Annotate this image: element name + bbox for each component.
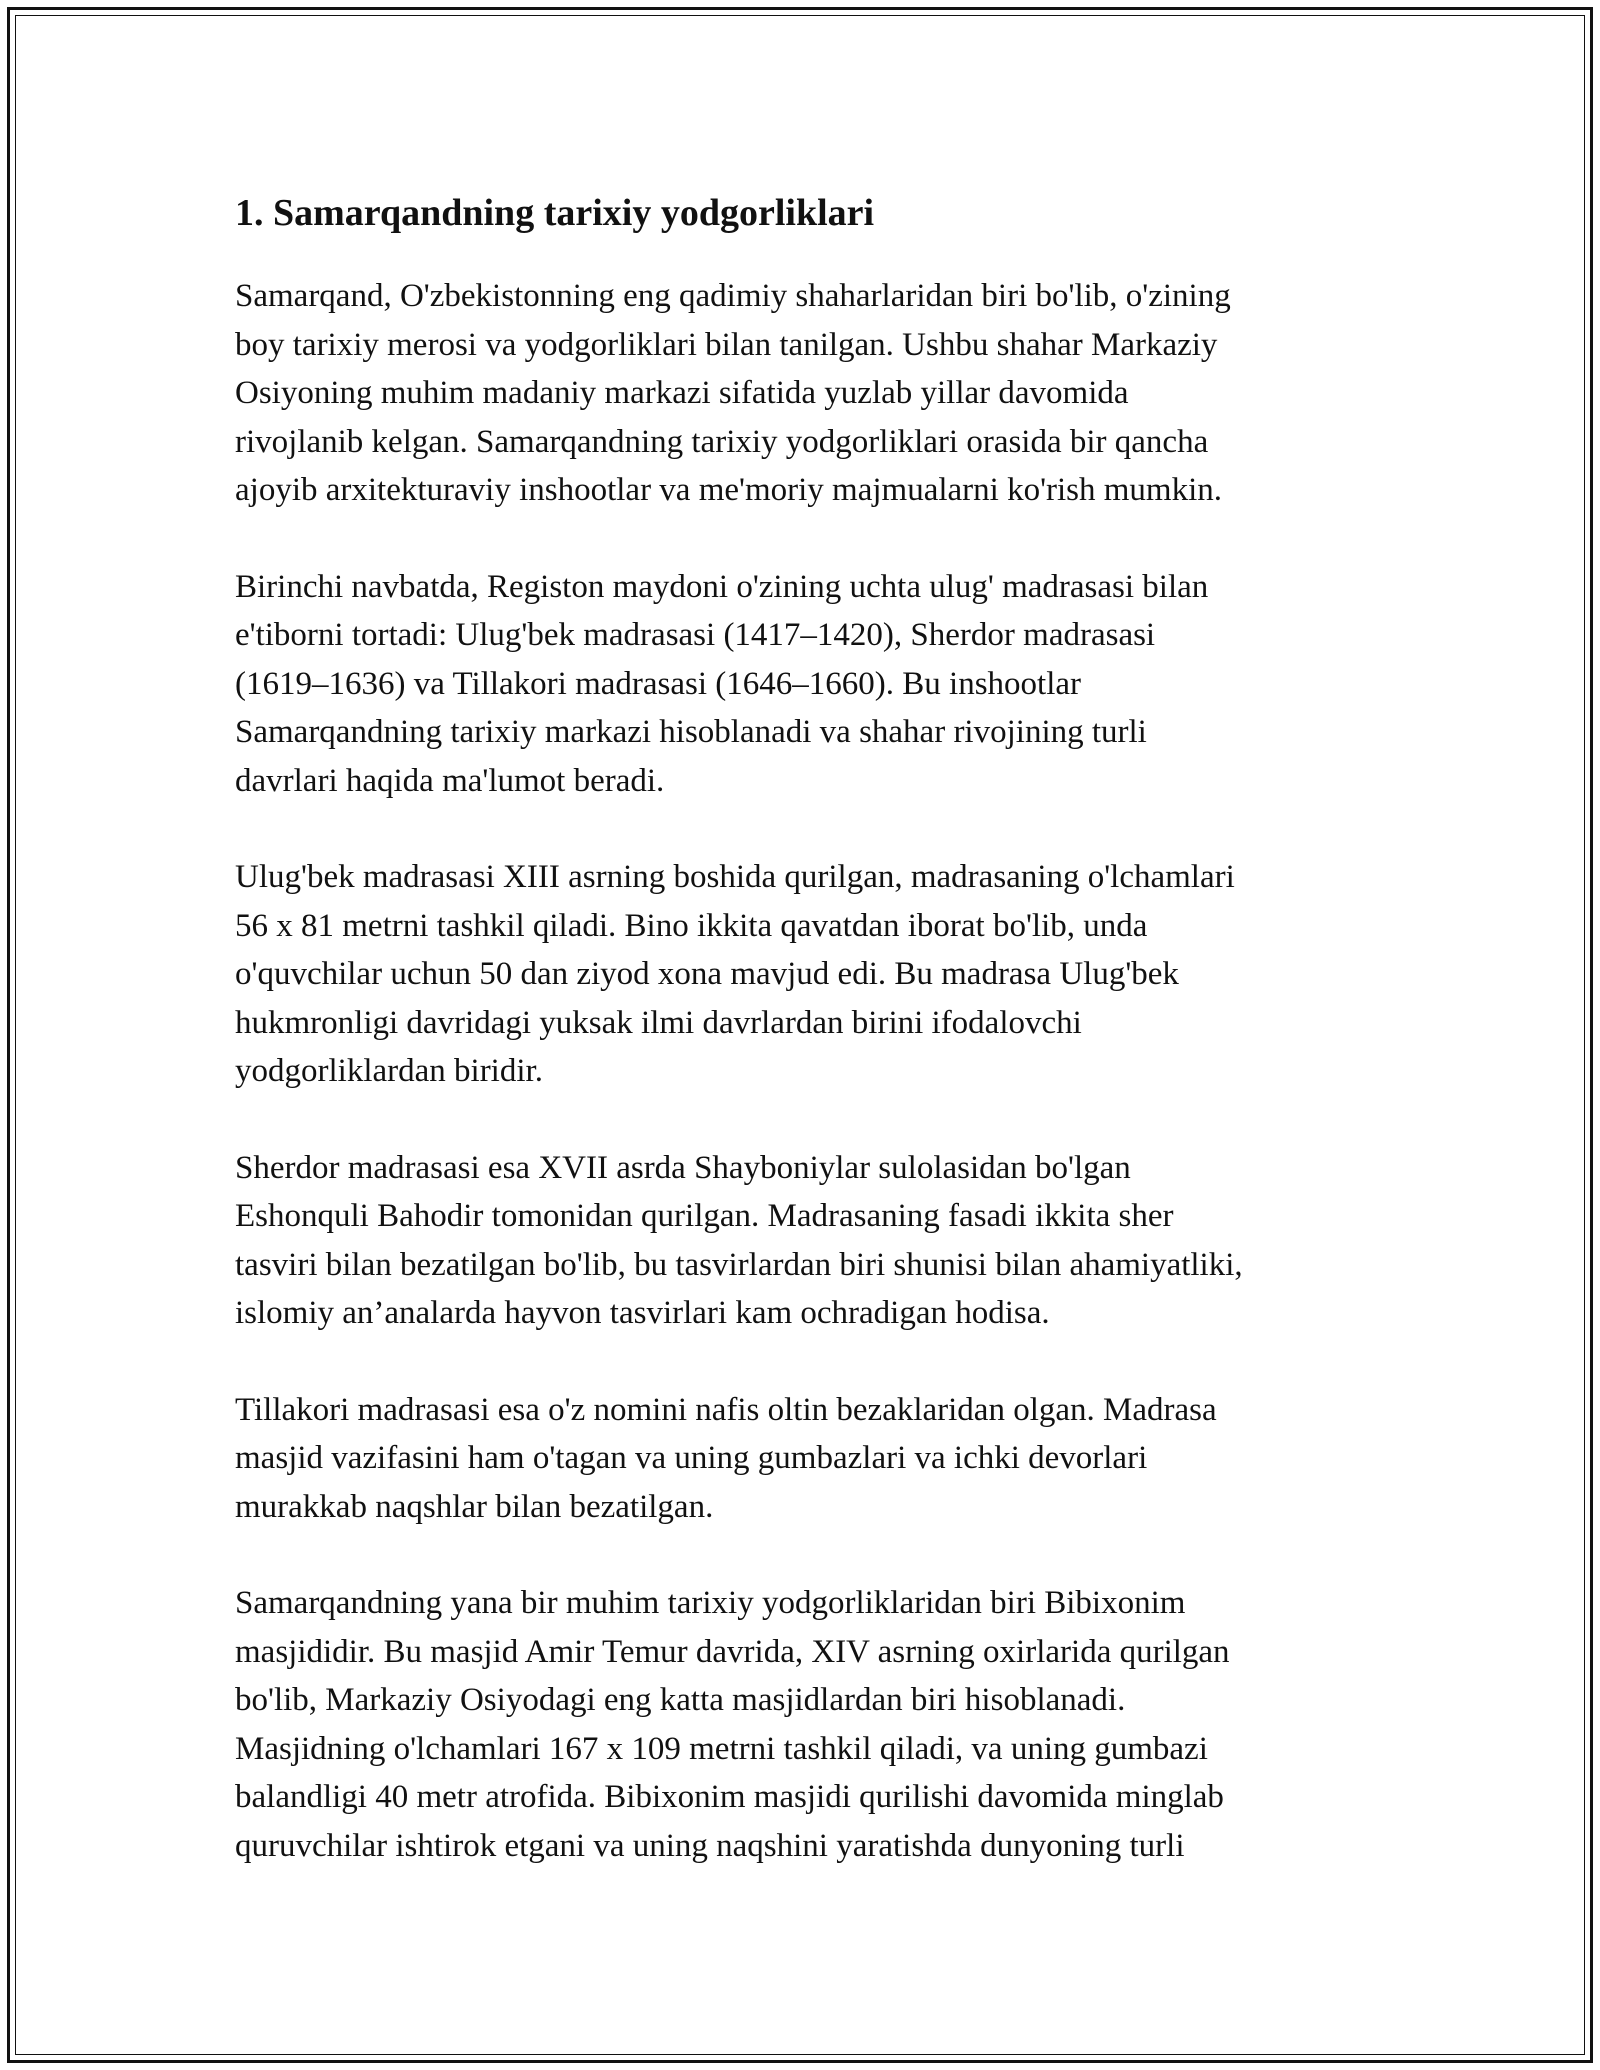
paragraph-bibixonim-mosque: Samarqandning yana bir muhim tarixiy yodgorliklaridan biri Bibixonim masjididir. Bu masjid Amir Temur davrida, XIV asrning oxirlarida qurilgan bo'lib, Markaziy Osiyodagi eng katta masjidlardan biri hisoblanadi. Masjidning o'lchamlari 167 x 109 metrni tashkil qiladi, va uning gumbazi balandligi 40 metr atrofida. Bibixonim masjidi qurilishi davomida minglab quruvchilar ishtirok etgani va uning naqshini yaratishda dunyoning turli: [235, 1585, 1230, 1864]
paragraph-tillakori-madrasa: Tillakori madrasasi esa o'z nomini nafis oltin bezaklaridan olgan. Madrasa masjid vazifasini ham o'tagan va uning gumbazlari va ichki devorlari murakkab naqshlar bilan bezatilgan.: [235, 1391, 1217, 1525]
document-body: [235, 188, 1365, 1918]
paragraph-samarqand-intro: Samarqand, O'zbekistonning eng qadimiy shaharlaridan biri bo'lib, o'zining boy tarixiy merosi va yodgorliklari bilan tanilgan. Ushbu shahar Markaziy Osiyoning muhim madaniy markazi sifatida yuzlab yillar davomida rivojlanib kelgan. Samarqandning tarixiy yodgorliklari orasida bir qancha ajoyib arxitekturaviy inshootlar va me'moriy majmualarni ko'rish mumkin.: [235, 278, 1231, 508]
paragraph-ulugbek-madrasa: Ulug'bek madrasasi XIII asrning boshida qurilgan, madrasaning o'lchamlari 56 x 81 metrni tashkil qiladi. Bino ikkita qavatdan iborat bo'lib, unda o'quvchilar uchun 50 dan ziyod xona mavjud edi. Bu madrasa Ulug'bek hukmronligi davridagi yuksak ilmi davrlardan birini ifodalovchi yodgorliklardan biridir.: [235, 859, 1235, 1089]
section-heading: 1. Samarqandning tarixiy yodgorliklari: [235, 192, 875, 234]
paragraph-sherdor-madrasa: Sherdor madrasasi esa XVII asrda Shayboniylar sulolasidan bo'lgan Eshonquli Bahodir tomonidan qurilgan. Madrasaning fasadi ikkita sher tasviri bilan bezatilgan bo'lib, bu tasvirlardan biri shunisi bilan ahamiyatliki, islomiy an’analarda hayvon tasvirlari kam ochradigan hodisa.: [235, 1149, 1243, 1331]
paragraph-registon: Birinchi navbatda, Registon maydoni o'zining uchta ulug' madrasasi bilan e'tiborni tortadi: Ulug'bek madrasasi (1417–1420), Sherdor madrasasi (1619–1636) va Tillakori madrasasi (1646–1660). Bu inshootlar Samarqandning tarixiy markazi hisoblanadi va shahar rivojining turli davrlari haqida ma'lumot beradi.: [235, 568, 1209, 799]
